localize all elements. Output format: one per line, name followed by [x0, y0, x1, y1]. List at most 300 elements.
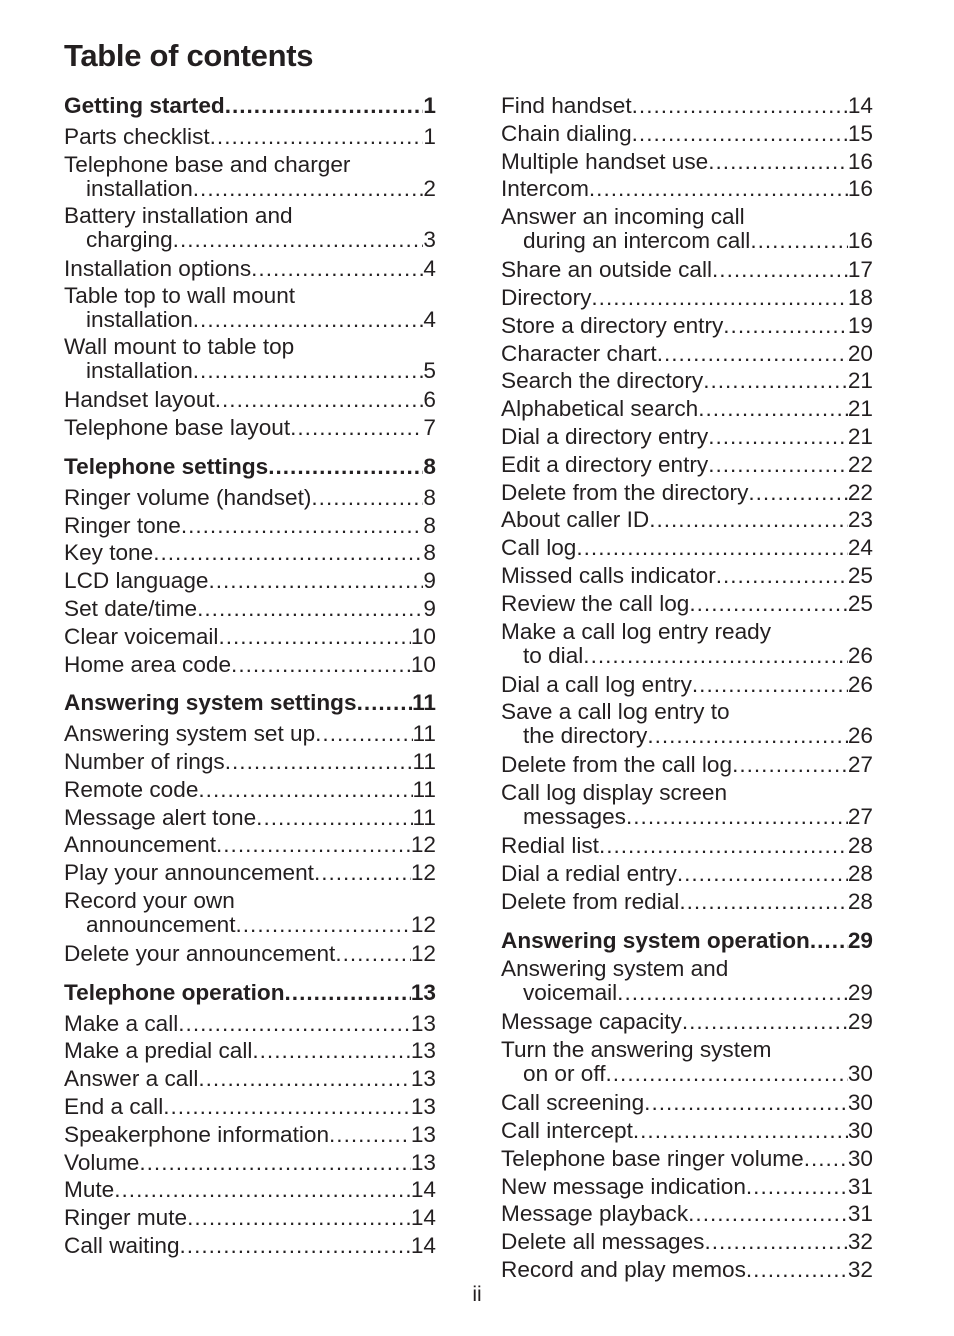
toc-entry-label: Redial list	[501, 833, 599, 859]
page-title: Table of contents	[64, 38, 314, 73]
toc-page-number: 30	[847, 1145, 873, 1171]
toc-section-label: Answering system operation	[501, 927, 810, 953]
toc-entry-label: Call waiting	[64, 1232, 180, 1258]
toc-entry-label: Intercom	[501, 176, 589, 202]
toc-entry-handset-layout[interactable]	[64, 386, 436, 414]
dot-leader	[723, 312, 848, 340]
toc-entry-make-a-predial-call[interactable]	[64, 1037, 436, 1065]
toc-page-number: 32	[847, 1256, 873, 1282]
toc-entry-label: Missed calls indicator	[501, 562, 716, 588]
toc-entry-call-log[interactable]	[501, 534, 873, 562]
toc-entry-label-continued: announcement	[86, 911, 236, 937]
toc-entry-label-continued: charging	[86, 226, 173, 252]
dot-leader	[644, 1089, 848, 1117]
dot-leader	[632, 120, 848, 148]
dot-leader	[335, 940, 411, 968]
toc-entry-label: Record and play memos	[501, 1256, 746, 1282]
dot-leader	[708, 423, 848, 451]
dot-leader	[285, 979, 411, 1007]
toc-entry-label: Handset layout	[64, 387, 215, 413]
toc-entry-label: Battery installation and	[64, 202, 293, 228]
toc-entry-label: Installation options	[64, 255, 252, 281]
toc-page-number: 12	[410, 860, 436, 886]
dot-leader	[632, 92, 848, 120]
toc-entry-answering-system-set-up[interactable]	[64, 720, 436, 748]
dot-leader	[114, 1176, 411, 1204]
toc-page-number: 28	[847, 833, 873, 859]
toc-entry-multiple-handset-use[interactable]	[501, 148, 873, 176]
dot-leader	[251, 255, 423, 283]
dot-leader	[193, 359, 424, 383]
toc-entry-label: Delete your announcement	[64, 940, 336, 966]
dot-leader	[626, 805, 848, 829]
toc-entry-label: Edit a directory entry	[501, 451, 709, 477]
toc-page-number: 30	[847, 1061, 873, 1087]
toc-page-number: 1	[423, 93, 436, 118]
toc-entry-label: Call screening	[501, 1090, 645, 1116]
toc-entry-label: Telephone base layout	[64, 415, 291, 441]
toc-entry-label: Key tone	[64, 540, 154, 566]
toc-entry-label: Store a directory entry	[501, 312, 724, 338]
toc-entry-intercom[interactable]	[501, 175, 873, 203]
toc-page-number: 29	[847, 1009, 873, 1035]
toc-page-number: 1	[423, 123, 436, 149]
toc-page-number: 16	[847, 228, 873, 254]
toc-section-label: Telephone settings	[64, 453, 269, 479]
toc-page-number: 13	[410, 1010, 436, 1036]
toc-entry-label: Alphabetical search	[501, 396, 699, 422]
toc-entry-label-continued: installation	[86, 358, 193, 384]
toc-page-number: 14	[410, 1205, 436, 1231]
toc-section-answering-system-operation[interactable]	[501, 927, 873, 955]
toc-entry-installation-options[interactable]	[64, 255, 436, 283]
toc-page-number: 17	[847, 257, 873, 283]
toc-entry-call-waiting[interactable]	[64, 1232, 436, 1260]
dot-leader	[215, 386, 424, 414]
toc-entry-make-a-call-log-entry-ready[interactable]	[501, 620, 873, 668]
dot-leader	[589, 175, 848, 203]
toc-page-number: 24	[847, 535, 873, 561]
toc-page-number: 4	[423, 307, 436, 333]
toc-entry-call-screening[interactable]	[501, 1089, 873, 1117]
toc-page-number: 11	[412, 721, 436, 747]
dot-leader	[599, 832, 848, 860]
toc-entry-message-capacity[interactable]	[501, 1008, 873, 1036]
toc-entry-chain-dialing[interactable]	[501, 120, 873, 148]
toc-page-number: 13	[410, 1093, 436, 1119]
toc-entry-label-continued: voicemail	[523, 980, 618, 1006]
dot-leader	[698, 395, 848, 423]
toc-entry-label: Share an outside call	[501, 257, 713, 283]
toc-page-number: 26	[847, 642, 873, 668]
dot-leader	[712, 256, 848, 284]
dot-leader	[314, 859, 411, 887]
toc-page-number: 11	[412, 804, 436, 830]
dot-leader	[708, 148, 848, 176]
toc-page-number: 14	[410, 1177, 436, 1203]
toc-entry-clear-voicemail[interactable]	[64, 623, 436, 651]
dot-leader	[193, 308, 424, 332]
toc-entry-label-continued: messages	[523, 804, 626, 830]
dot-leader	[750, 229, 848, 253]
toc-entry-label: Delete from redial	[501, 888, 680, 914]
toc-entry-label: Record your own	[64, 887, 235, 913]
toc-page-number: 28	[847, 888, 873, 914]
dot-leader	[311, 484, 423, 512]
toc-entry-label-continued: installation	[86, 307, 193, 333]
dot-leader	[290, 414, 423, 442]
toc-page-number: 25	[847, 590, 873, 616]
toc-entry-label: Play your announcement	[64, 860, 314, 886]
dot-leader	[677, 860, 848, 888]
toc-entry-delete-your-announcement[interactable]	[64, 940, 436, 968]
dot-leader	[746, 1256, 848, 1284]
toc-entry-dial-a-call-log-entry[interactable]	[501, 671, 873, 699]
dot-leader	[657, 340, 848, 368]
toc-page-number: 11	[412, 748, 436, 774]
dot-leader	[208, 567, 423, 595]
dot-leader	[198, 1065, 410, 1093]
dot-leader	[810, 927, 848, 955]
toc-entry-label: Answer an incoming call	[501, 204, 745, 230]
toc-entry-answering-system-and[interactable]	[501, 957, 873, 1005]
dot-leader	[173, 228, 424, 252]
toc-entry-label: Wall mount to table top	[64, 334, 295, 360]
toc-page-number: 25	[847, 562, 873, 588]
toc-entry-volume[interactable]	[64, 1149, 436, 1177]
toc-entry-about-caller-id[interactable]	[501, 506, 873, 534]
dot-leader	[225, 92, 424, 120]
toc-page-number: 12	[410, 832, 436, 858]
toc-section-getting-started[interactable]	[64, 92, 436, 120]
dot-leader	[647, 724, 848, 748]
toc-entry-label: Call log	[501, 535, 577, 561]
toc-page-number: 13	[410, 1038, 436, 1064]
toc-entry-turn-the-answering-system[interactable]	[501, 1038, 873, 1086]
dot-leader	[180, 1232, 411, 1260]
toc-page-number: 5	[423, 358, 436, 384]
toc-page-number: 15	[847, 120, 873, 146]
toc-entry-label: Message capacity	[501, 1009, 682, 1035]
dot-leader	[704, 1228, 847, 1256]
toc-page-number: 14	[847, 93, 873, 118]
toc-section-telephone-settings[interactable]	[64, 453, 436, 481]
dot-leader	[178, 1010, 411, 1038]
toc-entry-label: Make a predial call	[64, 1038, 253, 1064]
toc-entry-label: Review the call log	[501, 590, 690, 616]
toc-entry-label: Search the directory	[501, 368, 704, 394]
toc-page-number: 27	[847, 804, 873, 830]
toc-page-number: 12	[410, 940, 436, 966]
toc-entry-share-an-outside-call[interactable]	[501, 256, 873, 284]
toc-section-label: Getting started	[64, 93, 225, 118]
toc-entry-label: Mute	[64, 1177, 115, 1203]
toc-entry-label: Number of rings	[64, 748, 225, 774]
toc-entry-label: Save a call log entry to	[501, 699, 730, 725]
toc-entry-message-alert-tone[interactable]	[64, 804, 436, 832]
toc-entry-label: Ringer mute	[64, 1205, 188, 1231]
toc-entry-ringer-mute[interactable]	[64, 1204, 436, 1232]
toc-page-number: 31	[847, 1201, 873, 1227]
toc-entry-edit-a-directory-entry[interactable]	[501, 451, 873, 479]
toc-page-number: 29	[847, 980, 873, 1006]
toc-entry-search-the-directory[interactable]	[501, 367, 873, 395]
toc-page-number: 8	[423, 453, 436, 479]
toc-page-number: 13	[410, 979, 436, 1005]
dot-leader	[748, 479, 847, 507]
toc-entry-label: Multiple handset use	[501, 148, 709, 174]
toc-entry-find-handset[interactable]	[501, 92, 873, 120]
toc-entry-call-log-display-screen[interactable]	[501, 781, 873, 829]
toc-page-number: 2	[423, 175, 436, 201]
toc-entry-label: New message indication	[501, 1173, 746, 1199]
toc-entry-delete-from-the-directory[interactable]	[501, 479, 873, 507]
toc-entry-label: End a call	[64, 1093, 164, 1119]
toc-entry-label: Answer a call	[64, 1066, 199, 1092]
toc-page-number: 20	[847, 340, 873, 366]
dot-leader	[252, 1037, 410, 1065]
toc-entry-label: Answering system set up	[64, 721, 316, 747]
toc-page-number: 8	[423, 512, 436, 538]
dot-leader	[649, 506, 848, 534]
dot-leader	[583, 644, 848, 668]
toc-entry-answer-a-call[interactable]	[64, 1065, 436, 1093]
toc-entry-parts-checklist[interactable]	[64, 123, 436, 151]
toc-entry-missed-calls-indicator[interactable]	[501, 562, 873, 590]
dot-leader	[225, 748, 413, 776]
toc-entry-play-your-announcement[interactable]	[64, 859, 436, 887]
dot-leader	[139, 1149, 410, 1177]
toc-page-number: 19	[847, 312, 873, 338]
toc-entry-table-top-to-wall-mount[interactable]	[64, 284, 436, 332]
toc-entry-answer-an-incoming-call[interactable]	[501, 205, 873, 253]
dot-leader	[576, 534, 848, 562]
toc-entry-label: Dial a redial entry	[501, 860, 677, 886]
toc-entry-speakerphone-information[interactable]	[64, 1121, 436, 1149]
dot-leader	[236, 913, 411, 937]
page-number: ii	[472, 1283, 482, 1306]
toc-entry-number-of-rings[interactable]	[64, 748, 436, 776]
toc-entry-delete-from-the-call-log[interactable]	[501, 751, 873, 779]
toc-entry-label: Dial a call log entry	[501, 671, 692, 697]
dot-leader	[193, 177, 424, 201]
toc-entry-label: Ringer volume (handset)	[64, 484, 312, 510]
toc-entry-dial-a-redial-entry[interactable]	[501, 860, 873, 888]
toc-page-number: 27	[847, 752, 873, 778]
toc-entry-telephone-base-and-charger[interactable]	[64, 153, 436, 201]
toc-entry-label: Home area code	[64, 651, 232, 677]
toc-entry-label: Make a call log entry ready	[501, 618, 771, 644]
toc-page-number: 9	[423, 595, 436, 621]
toc-entry-label: Ringer tone	[64, 512, 181, 538]
dot-leader	[231, 651, 411, 679]
toc-page-number: 3	[423, 226, 436, 252]
toc-entry-alphabetical-search[interactable]	[501, 395, 873, 423]
toc-page-number: 30	[847, 1117, 873, 1143]
toc-page-number: 12	[410, 911, 436, 937]
dot-leader	[692, 671, 848, 699]
toc-entry-label: Volume	[64, 1149, 140, 1175]
toc-left-column	[64, 92, 436, 1260]
toc-entry-telephone-base-ringer-volume[interactable]	[501, 1145, 873, 1173]
toc-page-number: 7	[423, 415, 436, 441]
toc-right-column	[501, 92, 873, 1284]
toc-page-number: 18	[847, 284, 873, 310]
toc-entry-delete-from-redial[interactable]	[501, 888, 873, 916]
toc-page-number: 11	[412, 776, 436, 802]
toc-page-number: 13	[410, 1149, 436, 1175]
toc-entry-make-a-call[interactable]	[64, 1010, 436, 1038]
toc-entry-message-playback[interactable]	[501, 1200, 873, 1228]
toc-page-number: 13	[410, 1121, 436, 1147]
toc-entry-record-your-own[interactable]	[64, 889, 436, 937]
toc-entry-label: Remote code	[64, 776, 199, 802]
toc-entry-label: Delete from the call log	[501, 752, 733, 778]
dot-leader	[198, 776, 412, 804]
toc-entry-review-the-call-log[interactable]	[501, 590, 873, 618]
toc-entry-label: LCD language	[64, 568, 209, 594]
toc-entry-delete-all-messages[interactable]	[501, 1228, 873, 1256]
dot-leader	[688, 1200, 848, 1228]
toc-page-number: 4	[423, 255, 436, 281]
dot-leader	[746, 1173, 848, 1201]
toc-entry-new-message-indication[interactable]	[501, 1173, 873, 1201]
dot-leader	[153, 539, 423, 567]
toc-entry-label: Telephone base ringer volume	[501, 1145, 804, 1171]
dot-leader	[679, 888, 848, 916]
dot-leader	[357, 689, 413, 717]
toc-page-number: 11	[412, 690, 436, 716]
toc-section-label: Telephone operation	[64, 979, 285, 1005]
toc-entry-label: Clear voicemail	[64, 623, 219, 649]
dot-leader	[197, 595, 423, 623]
dot-leader	[181, 512, 424, 540]
toc-entry-directory[interactable]	[501, 284, 873, 312]
dot-leader	[703, 367, 848, 395]
toc-entry-lcd-language[interactable]	[64, 567, 436, 595]
dot-leader	[591, 284, 847, 312]
toc-page-number: 8	[423, 484, 436, 510]
dot-leader	[716, 562, 848, 590]
toc-page-number: 16	[847, 176, 873, 202]
dot-leader	[804, 1145, 848, 1173]
toc-entry-label: Turn the answering system	[501, 1037, 772, 1063]
dot-leader	[633, 1117, 848, 1145]
toc-entry-label: About caller ID	[501, 507, 650, 533]
toc-entry-store-a-directory-entry[interactable]	[501, 312, 873, 340]
toc-page-number: 29	[847, 927, 873, 953]
toc-entry-announcement[interactable]	[64, 831, 436, 859]
toc-page-number: 14	[410, 1232, 436, 1258]
toc-page-number: 23	[847, 507, 873, 533]
toc-entry-label: Parts checklist	[64, 123, 210, 149]
toc-entry-label-continued: during an intercom call	[523, 228, 751, 254]
toc-page-number: 21	[847, 368, 873, 394]
toc-entry-mute[interactable]	[64, 1176, 436, 1204]
dot-leader	[163, 1093, 411, 1121]
toc-page-number: 8	[423, 540, 436, 566]
dot-leader	[682, 1008, 848, 1036]
dot-leader	[606, 1062, 848, 1086]
toc-entry-end-a-call[interactable]	[64, 1093, 436, 1121]
toc-entry-ringer-tone[interactable]	[64, 512, 436, 540]
toc-entry-set-date-time[interactable]	[64, 595, 436, 623]
toc-entry-label: Speakerphone information	[64, 1121, 330, 1147]
toc-entry-label: Dial a directory entry	[501, 423, 709, 449]
toc-entry-remote-code[interactable]	[64, 776, 436, 804]
toc-entry-wall-mount-to-table-top[interactable]	[64, 335, 436, 383]
dot-leader	[689, 590, 847, 618]
toc-entry-label-continued: installation	[86, 175, 193, 201]
toc-entry-label: Directory	[501, 284, 592, 310]
dot-leader	[617, 981, 848, 1005]
toc-entry-label: Telephone base and charger	[64, 151, 351, 177]
toc-entry-label: Message alert tone	[64, 804, 257, 830]
toc-entry-label: Call log display screen	[501, 780, 728, 806]
dot-leader	[708, 451, 848, 479]
toc-entry-label: Make a call	[64, 1010, 179, 1036]
toc-page-number: 21	[847, 423, 873, 449]
toc-page-number: 26	[847, 723, 873, 749]
toc-entry-telephone-base-layout[interactable]	[64, 414, 436, 442]
toc-entry-call-intercept[interactable]	[501, 1117, 873, 1145]
dot-leader	[216, 831, 411, 859]
dot-leader	[187, 1204, 411, 1232]
toc-section-label: Answering system settings	[64, 690, 357, 716]
toc-entry-record-and-play-memos[interactable]	[501, 1256, 873, 1284]
toc-entry-dial-a-directory-entry[interactable]	[501, 423, 873, 451]
toc-entry-label: Announcement	[64, 832, 216, 858]
toc-entry-label: Set date/time	[64, 595, 198, 621]
toc-entry-label-continued: the directory	[523, 723, 648, 749]
toc-entry-label: Table top to wall mount	[64, 283, 296, 309]
toc-section-telephone-operation[interactable]	[64, 979, 436, 1007]
dot-leader	[732, 751, 848, 779]
toc-page-number: 22	[847, 479, 873, 505]
toc-page-number: 13	[410, 1066, 436, 1092]
toc-entry-home-area-code[interactable]	[64, 651, 436, 679]
toc-entry-label: Chain dialing	[501, 120, 632, 146]
toc-entry-save-a-call-log-entry-to[interactable]	[501, 700, 873, 748]
toc-page-number: 22	[847, 451, 873, 477]
toc-page-number: 31	[847, 1173, 873, 1199]
toc-section-answering-system-settings[interactable]	[64, 689, 436, 717]
toc-entry-label-continued: to dial	[523, 642, 584, 668]
toc-entry-key-tone[interactable]	[64, 539, 436, 567]
toc-entry-character-chart[interactable]	[501, 340, 873, 368]
toc-page-number: 21	[847, 396, 873, 422]
toc-page-number: 32	[847, 1229, 873, 1255]
toc-entry-label: Call intercept	[501, 1117, 633, 1143]
toc-page-number: 9	[423, 568, 436, 594]
toc-page-number: 28	[847, 860, 873, 886]
dot-leader	[329, 1121, 411, 1149]
toc-entry-label: Answering system and	[501, 956, 729, 982]
toc-page-number: 10	[410, 623, 436, 649]
toc-page-number: 6	[423, 387, 436, 413]
toc-entry-label: Delete from the directory	[501, 479, 749, 505]
toc-page-number: 26	[847, 671, 873, 697]
toc-entry-redial-list[interactable]	[501, 832, 873, 860]
toc-entry-label: Character chart	[501, 340, 657, 366]
toc-entry-battery-installation-and[interactable]	[64, 204, 436, 252]
toc-page-number: 30	[847, 1090, 873, 1116]
toc-entry-label: Find handset	[501, 93, 632, 118]
dot-leader	[256, 804, 412, 832]
toc-entry-ringer-volume-handset[interactable]	[64, 484, 436, 512]
toc-page-number: 16	[847, 148, 873, 174]
dot-leader	[218, 623, 410, 651]
